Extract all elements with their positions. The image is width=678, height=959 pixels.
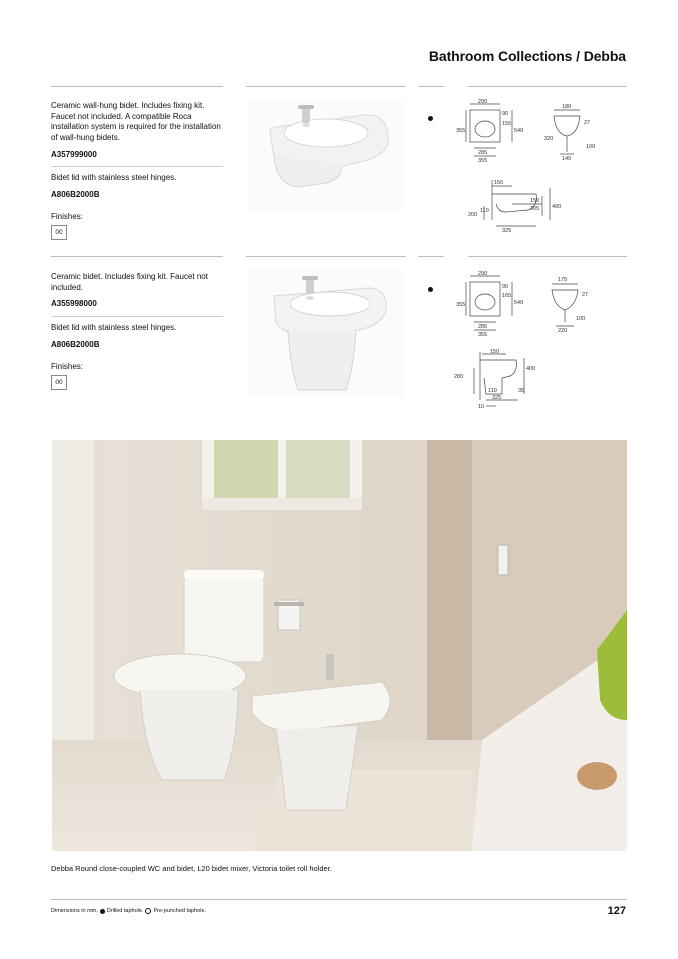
dim-label: 100 bbox=[586, 144, 596, 150]
legend-prefix: Dimensions in mm. bbox=[51, 908, 98, 914]
product-2-accessory-description: Bidet lid with stainless steel hinges. bbox=[51, 323, 177, 332]
dim-label: 155 bbox=[502, 121, 512, 127]
product-1-code: A357999000 bbox=[51, 150, 97, 159]
dim-label: 290 bbox=[478, 271, 488, 277]
dim-label: 200 bbox=[468, 212, 478, 218]
dim-label: 100 bbox=[576, 316, 586, 322]
dim-label: 150 bbox=[530, 198, 540, 204]
dim-label: 27 bbox=[584, 120, 591, 126]
dim-label: 10 bbox=[478, 404, 485, 410]
section-1-rule-dot bbox=[418, 86, 444, 87]
dim-label: 280 bbox=[454, 374, 464, 380]
product-2-finish-swatch bbox=[51, 375, 67, 390]
pre-punched-taphole-icon bbox=[145, 908, 151, 914]
dim-label: 165 bbox=[502, 293, 512, 299]
dim-label: 35 bbox=[518, 388, 525, 394]
dim-label: 305 bbox=[530, 206, 540, 212]
dim-label: 400 bbox=[526, 366, 536, 372]
product-1-finish-code: 00 bbox=[55, 229, 63, 236]
dim-label: 400 bbox=[552, 204, 562, 210]
drilled-taphole-icon bbox=[428, 116, 433, 121]
image-caption: Debba Round close-coupled WC and bidet, L20 bidet mixer, Victoria toilet roll holder. bbox=[51, 864, 332, 873]
legend-drilled: Drilled taphole. bbox=[106, 908, 144, 914]
product-2-description: Ceramic bidet. Includes fixing kit. Faucet not included. bbox=[51, 272, 208, 292]
bathroom-scene-image bbox=[52, 440, 627, 851]
page-title: Bathroom Collections / Debba bbox=[428, 48, 626, 64]
dim-label: 90 bbox=[502, 111, 509, 117]
product-1-image bbox=[246, 95, 406, 215]
product-2-image bbox=[246, 266, 406, 400]
dim-label: 290 bbox=[478, 99, 488, 105]
dim-label: 320 bbox=[544, 136, 554, 142]
dim-label: 110 bbox=[480, 208, 489, 214]
product-1-technical-drawing-side bbox=[466, 176, 576, 236]
dim-label: 175 bbox=[558, 277, 568, 283]
dim-label: 285 bbox=[478, 150, 488, 156]
dim-label: 27 bbox=[582, 292, 589, 298]
dim-label: 325 bbox=[492, 395, 502, 401]
product-1-accessory-description: Bidet lid with stainless steel hinges. bbox=[51, 173, 177, 182]
dim-label: 355 bbox=[456, 302, 466, 308]
dim-label: 285 bbox=[478, 324, 488, 330]
product-1-description: Ceramic wall-hung bidet. Includes fixing kit. Faucet not included. A compatible Roca installation system is required for the installation of wall-hung bidets. bbox=[51, 101, 221, 142]
dim-label: 540 bbox=[514, 128, 524, 134]
dim-label: 355 bbox=[478, 158, 488, 164]
section-2-rule-mid bbox=[246, 256, 406, 257]
product-1-finish-swatch bbox=[51, 225, 67, 240]
dim-label: 325 bbox=[502, 228, 512, 234]
dim-label: 110 bbox=[488, 388, 497, 394]
dim-label: 540 bbox=[514, 300, 524, 306]
section-2-rule-right bbox=[468, 256, 627, 257]
dim-label: 150 bbox=[490, 349, 500, 355]
product-2-accessory-code: A806B2000B bbox=[51, 340, 100, 349]
dim-label: 355 bbox=[456, 128, 466, 134]
product-2-technical-drawing-top bbox=[456, 266, 606, 338]
footer-legend bbox=[51, 908, 206, 914]
product-1-finishes-label: Finishes: bbox=[51, 212, 84, 221]
page-number: 127 bbox=[607, 905, 626, 917]
dim-label: 220 bbox=[558, 328, 568, 334]
product-1-technical-drawing-top bbox=[456, 96, 606, 166]
dim-label: 180 bbox=[562, 104, 572, 110]
section-1-rule-right bbox=[468, 86, 627, 87]
legend-prepunched: Pre-punched taphole. bbox=[153, 908, 207, 914]
product-1-accessory-code: A806B2000B bbox=[51, 190, 100, 199]
dim-label: 355 bbox=[478, 332, 488, 338]
section-2-rule-dot bbox=[418, 256, 444, 257]
product-2-technical-drawing-side bbox=[452, 348, 562, 410]
section-1-rule-left bbox=[51, 86, 223, 87]
product-2-divider bbox=[51, 316, 223, 317]
drilled-taphole-icon bbox=[100, 909, 105, 914]
product-2-finishes-label: Finishes: bbox=[51, 362, 84, 371]
dim-label: 90 bbox=[502, 284, 509, 290]
product-2-code: A355998000 bbox=[51, 299, 97, 308]
section-1-rule-mid bbox=[246, 86, 406, 87]
product-1-divider bbox=[51, 166, 223, 167]
dim-label: 140 bbox=[562, 156, 572, 162]
drilled-taphole-icon bbox=[428, 287, 433, 292]
section-2-rule-left bbox=[51, 256, 223, 257]
footer-rule bbox=[51, 899, 627, 900]
dim-label: 150 bbox=[494, 180, 504, 186]
product-2-finish-code: 00 bbox=[55, 379, 63, 386]
